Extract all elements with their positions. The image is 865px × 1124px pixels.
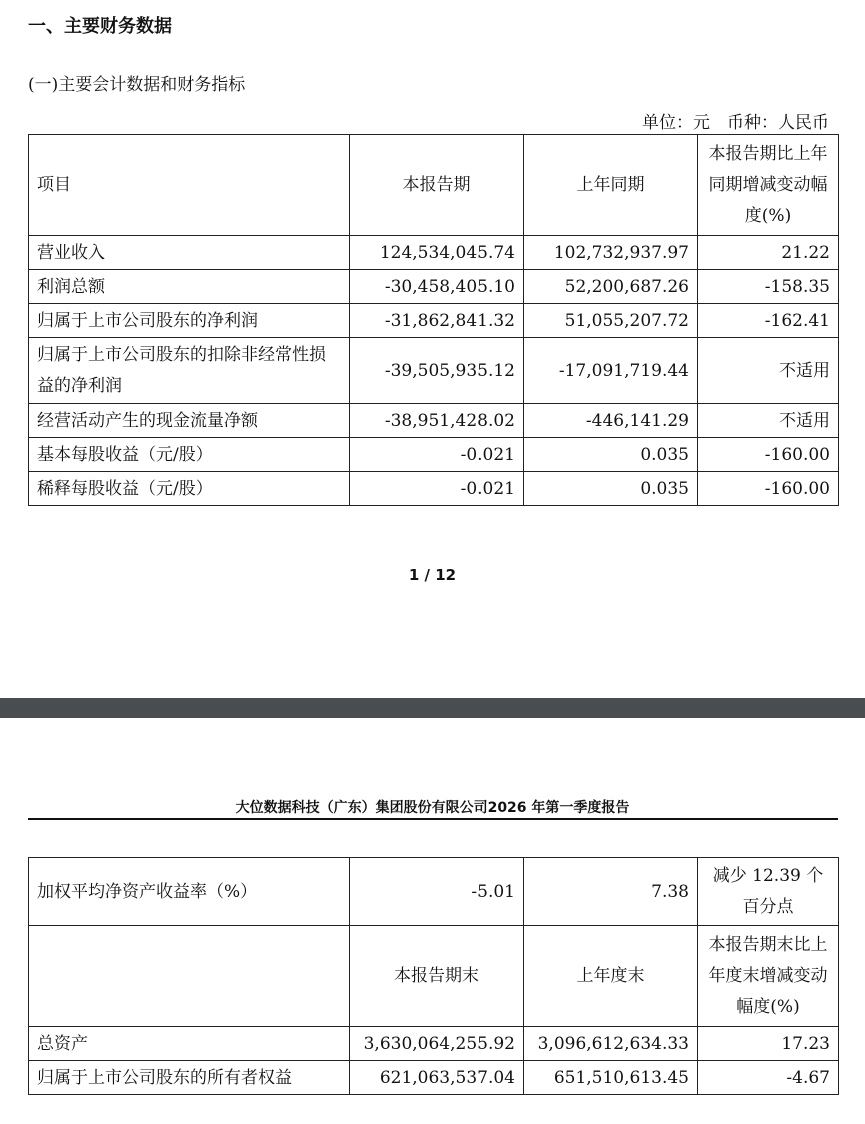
row-label: 归属于上市公司股东的所有者权益 <box>29 1061 350 1095</box>
row-label: 基本每股收益（元/股） <box>29 438 350 472</box>
header-prior-year: 上年同期 <box>524 135 698 236</box>
table-row <box>29 236 839 270</box>
row-current: -0.021 <box>350 438 524 472</box>
row-change: 17.23 <box>698 1027 839 1061</box>
row-label: 归属于上市公司股东的净利润 <box>29 304 350 338</box>
table-row <box>29 438 839 472</box>
row-change: 不适用 <box>698 338 839 404</box>
row-label: 稀释每股收益（元/股） <box>29 472 350 506</box>
row-prior: -17,091,719.44 <box>524 338 698 404</box>
row-current: -5.01 <box>350 858 524 926</box>
row-prior: 651,510,613.45 <box>524 1061 698 1095</box>
row-prior: 7.38 <box>524 858 698 926</box>
table-row <box>29 858 839 926</box>
table-row <box>29 338 839 404</box>
table-row <box>29 1061 839 1095</box>
row-current: 3,630,064,255.92 <box>350 1027 524 1061</box>
table-header-row <box>29 135 839 236</box>
table-row <box>29 472 839 506</box>
header-change-pct: 本报告期比上年同期增减变动幅度(%) <box>698 135 839 236</box>
row-current: 124,534,045.74 <box>350 236 524 270</box>
row-current: -0.021 <box>350 472 524 506</box>
row-prior: -446,141.29 <box>524 404 698 438</box>
row-current: -39,505,935.12 <box>350 338 524 404</box>
header-rule <box>28 818 838 820</box>
row-current: -38,951,428.02 <box>350 404 524 438</box>
header-current-period: 本报告期 <box>350 135 524 236</box>
financial-data-table <box>28 134 839 506</box>
header-period-end: 本报告期末 <box>350 926 524 1027</box>
page-divider <box>0 698 865 718</box>
table-row <box>29 1027 839 1061</box>
row-change: -4.67 <box>698 1061 839 1095</box>
row-prior: 0.035 <box>524 472 698 506</box>
row-change: -160.00 <box>698 472 839 506</box>
header-prior-year-end: 上年度末 <box>524 926 698 1027</box>
balance-data-table <box>28 857 839 1095</box>
unit-note: 单位：元 币种：人民币 <box>642 113 829 133</box>
row-current: 621,063,537.04 <box>350 1061 524 1095</box>
row-change: -160.00 <box>698 438 839 472</box>
section-title: 一、主要财务数据 <box>28 16 172 37</box>
header-change-pct: 本报告期末比上年度末增减变动幅度(%) <box>698 926 839 1027</box>
row-label: 营业收入 <box>29 236 350 270</box>
row-change: -158.35 <box>698 270 839 304</box>
row-prior: 3,096,612,634.33 <box>524 1027 698 1061</box>
subsection-title: (一)主要会计数据和财务指标 <box>28 75 246 95</box>
row-current: -30,458,405.10 <box>350 270 524 304</box>
document-header: 大位数据科技（广东）集团股份有限公司2026 年第一季度报告 <box>235 800 630 816</box>
row-prior: 52,200,687.26 <box>524 270 698 304</box>
row-prior: 51,055,207.72 <box>524 304 698 338</box>
row-label: 加权平均净资产收益率（%） <box>29 858 350 926</box>
row-prior: 102,732,937.97 <box>524 236 698 270</box>
row-change: -162.41 <box>698 304 839 338</box>
header-item: 项目 <box>29 135 350 236</box>
table-row <box>29 404 839 438</box>
row-label: 总资产 <box>29 1027 350 1061</box>
table-row <box>29 304 839 338</box>
row-label: 利润总额 <box>29 270 350 304</box>
row-prior: 0.035 <box>524 438 698 472</box>
table-row <box>29 270 839 304</box>
row-label: 经营活动产生的现金流量净额 <box>29 404 350 438</box>
page-number: 1 / 12 <box>408 566 457 584</box>
header-item <box>29 926 350 1027</box>
row-label: 归属于上市公司股东的扣除非经常性损益的净利润 <box>29 338 350 404</box>
row-change: 减少 12.39 个百分点 <box>698 858 839 926</box>
row-change: 不适用 <box>698 404 839 438</box>
row-change: 21.22 <box>698 236 839 270</box>
table-header-row <box>29 926 839 1027</box>
row-current: -31,862,841.32 <box>350 304 524 338</box>
